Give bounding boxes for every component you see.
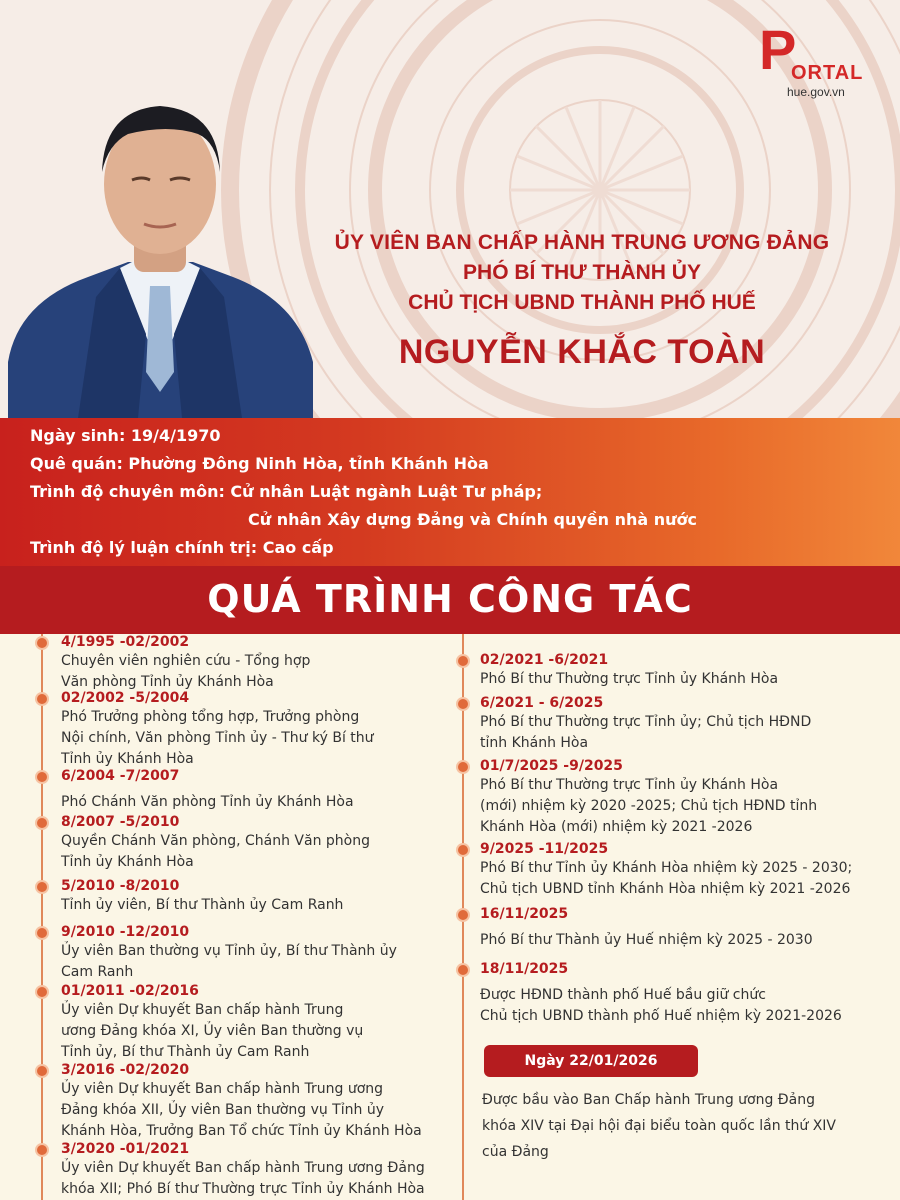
- final-date-badge: Ngày 22/01/2026: [484, 1045, 698, 1077]
- timeline-period: 5/2010 -8/2010: [61, 878, 180, 894]
- timeline-period: 02/2021 -6/2021: [480, 652, 609, 668]
- personal-info: [0, 418, 900, 566]
- final-description-line: Được bầu vào Ban Chấp hành Trung ương Đảng: [482, 1092, 815, 1108]
- description-line: Quyền Chánh Văn phòng, Chánh Văn phòng: [61, 833, 370, 849]
- hometown: Quê quán: Phường Đông Ninh Hòa, tỉnh Khánh Hòa: [30, 454, 489, 473]
- timeline-dot: [456, 654, 470, 668]
- timeline-description: [61, 831, 441, 873]
- timeline-period: 3/2016 -02/2020: [61, 1062, 190, 1078]
- timeline-dot: [456, 843, 470, 857]
- timeline-description: [61, 1000, 441, 1063]
- timeline-dot: [456, 697, 470, 711]
- timeline-left: [0, 634, 450, 1200]
- header: [0, 0, 900, 418]
- timeline-description: [61, 792, 441, 813]
- description-line: Được HĐND thành phố Huế bầu giữ chức: [480, 987, 766, 1003]
- timeline-period: 02/2002 -5/2004: [61, 690, 190, 706]
- description-line: Ủy viên Dự khuyết Ban chấp hành Trung ương Đảng: [61, 1160, 425, 1176]
- title-line-1: ỦY VIÊN BAN CHẤP HÀNH TRUNG ƯƠNG ĐẢNG: [334, 231, 830, 254]
- description-line: Phó Bí thư Tỉnh ủy Khánh Hòa nhiệm kỳ 2025 - 2030;: [480, 860, 853, 876]
- person-name: NGUYỄN KHẮC TOÀN: [398, 333, 766, 371]
- education-line-2: Cử nhân Xây dựng Đảng và Chính quyền nhà nước: [248, 510, 698, 529]
- description-line: Tỉnh ủy Khánh Hòa: [61, 751, 194, 767]
- timeline-description: [480, 930, 895, 951]
- timeline-dot: [35, 770, 49, 784]
- description-line: Phó Trưởng phòng tổng hợp, Trưởng phòng: [61, 709, 360, 725]
- description-line: Chủ tịch UBND thành phố Huế nhiệm kỳ 2021-2026: [480, 1008, 842, 1024]
- timeline-period: 9/2025 -11/2025: [480, 841, 609, 857]
- description-line: ương Đảng khóa XI, Ủy viên Ban thường vụ: [61, 1023, 364, 1039]
- timeline-dot: [35, 1143, 49, 1157]
- final-description-line: của Đảng: [482, 1144, 549, 1160]
- description-line: Chủ tịch UBND tỉnh Khánh Hòa nhiệm kỳ 2021 -2026: [480, 881, 851, 897]
- timeline-dot: [35, 880, 49, 894]
- description-line: Tỉnh ủy Khánh Hòa: [61, 854, 194, 870]
- description-line: Khánh Hòa, Trưởng Ban Tổ chức Tỉnh ủy Khánh Hòa: [61, 1123, 422, 1139]
- timeline-description: [61, 895, 441, 916]
- timeline-period: 01/7/2025 -9/2025: [480, 758, 623, 774]
- description-line: Phó Bí thư Thành ủy Huế nhiệm kỳ 2025 - 2030: [480, 932, 813, 948]
- title-line-2: PHÓ BÍ THƯ THÀNH ỦY: [463, 261, 701, 284]
- logo-domain: hue.gov.vn: [787, 85, 845, 99]
- logo-text: ORTAL: [791, 62, 864, 84]
- title-block: [262, 228, 900, 374]
- timeline-period: 18/11/2025: [480, 961, 569, 977]
- description-line: Phó Bí thư Thường trực Tỉnh ủy Khánh Hòa: [480, 777, 779, 793]
- timeline-period: 4/1995 -02/2002: [61, 634, 190, 650]
- description-line: Phó Chánh Văn phòng Tỉnh ủy Khánh Hòa: [61, 794, 354, 810]
- title-line-3: CHỦ TỊCH UBND THÀNH PHỐ HUẾ: [408, 291, 756, 314]
- timeline-period: 6/2021 - 6/2025: [480, 695, 604, 711]
- timeline-description: [61, 651, 441, 693]
- description-line: (mới) nhiệm kỳ 2020 -2025; Chủ tịch HĐND tỉnh: [480, 798, 818, 814]
- description-line: Văn phòng Tỉnh ủy Khánh Hòa: [61, 674, 274, 690]
- timeline-dot: [35, 985, 49, 999]
- timeline-period: 6/2004 -7/2007: [61, 768, 180, 784]
- political-theory: Trình độ lý luận chính trị: Cao cấp: [30, 538, 334, 557]
- timeline-period: 01/2011 -02/2016: [61, 983, 199, 999]
- description-line: Ủy viên Ban thường vụ Tỉnh ủy, Bí thư Thành ủy: [61, 943, 397, 959]
- timeline-period: 3/2020 -01/2021: [61, 1141, 190, 1157]
- timeline-description: [61, 1079, 441, 1142]
- timeline-period: 9/2010 -12/2010: [61, 924, 190, 940]
- timeline-dot: [35, 816, 49, 830]
- description-line: Đảng khóa XII, Ủy viên Ban thường vụ Tỉnh ủy: [61, 1102, 384, 1118]
- timeline-description: [61, 941, 441, 983]
- description-line: Nội chính, Văn phòng Tỉnh ủy - Thư ký Bí thư: [61, 730, 374, 746]
- description-line: Phó Bí thư Thường trực Tỉnh ủy; Chủ tịch HĐND: [480, 714, 812, 730]
- timeline-description: [480, 775, 895, 838]
- description-line: Ủy viên Dự khuyết Ban chấp hành Trung ương: [61, 1081, 384, 1097]
- portal-logo[interactable]: [757, 18, 867, 102]
- logo-letter-p: P: [759, 18, 797, 81]
- description-line: Cam Ranh: [61, 964, 134, 980]
- description-line: Phó Bí thư Thường trực Tỉnh ủy Khánh Hòa: [480, 671, 779, 687]
- timeline-description: [61, 1158, 441, 1200]
- section-title: QUÁ TRÌNH CÔNG TÁC: [207, 577, 693, 621]
- timeline-dot: [456, 908, 470, 922]
- description-line: Chuyên viên nghiên cứu - Tổng hợp: [61, 653, 311, 669]
- timeline-dot: [35, 1064, 49, 1078]
- timeline-period: 8/2007 -5/2010: [61, 814, 180, 830]
- timeline-dot: [35, 692, 49, 706]
- education-line-1: Trình độ chuyên môn: Cử nhân Luật ngành Luật Tư pháp;: [30, 482, 543, 501]
- description-line: Khánh Hòa (mới) nhiệm kỳ 2021 -2026: [480, 819, 753, 835]
- timeline-dot: [35, 926, 49, 940]
- description-line: tỉnh Khánh Hòa: [480, 735, 589, 751]
- birth-date: Ngày sinh: 19/4/1970: [30, 426, 221, 445]
- timeline-dot: [456, 760, 470, 774]
- description-line: Ủy viên Dự khuyết Ban chấp hành Trung: [61, 1002, 344, 1018]
- timeline-period: 16/11/2025: [480, 906, 569, 922]
- timeline-description: [480, 858, 895, 900]
- timeline-description: [61, 707, 441, 770]
- timeline-description: [480, 985, 895, 1027]
- timeline-description: [480, 712, 895, 754]
- final-description: [482, 1087, 892, 1165]
- final-description-line: khóa XIV tại Đại hội đại biểu toàn quốc lần thứ XIV: [482, 1118, 836, 1134]
- description-line: Tỉnh ủy, Bí thư Thành ủy Cam Ranh: [61, 1044, 310, 1060]
- description-line: khóa XII; Phó Bí thư Thường trực Tỉnh ủy Khánh Hòa: [61, 1181, 425, 1197]
- timeline-line: [41, 634, 43, 1200]
- timeline-description: [480, 669, 895, 690]
- timeline-dot: [456, 963, 470, 977]
- description-line: Tỉnh ủy viên, Bí thư Thành ủy Cam Ranh: [61, 897, 344, 913]
- timeline-dot: [35, 636, 49, 650]
